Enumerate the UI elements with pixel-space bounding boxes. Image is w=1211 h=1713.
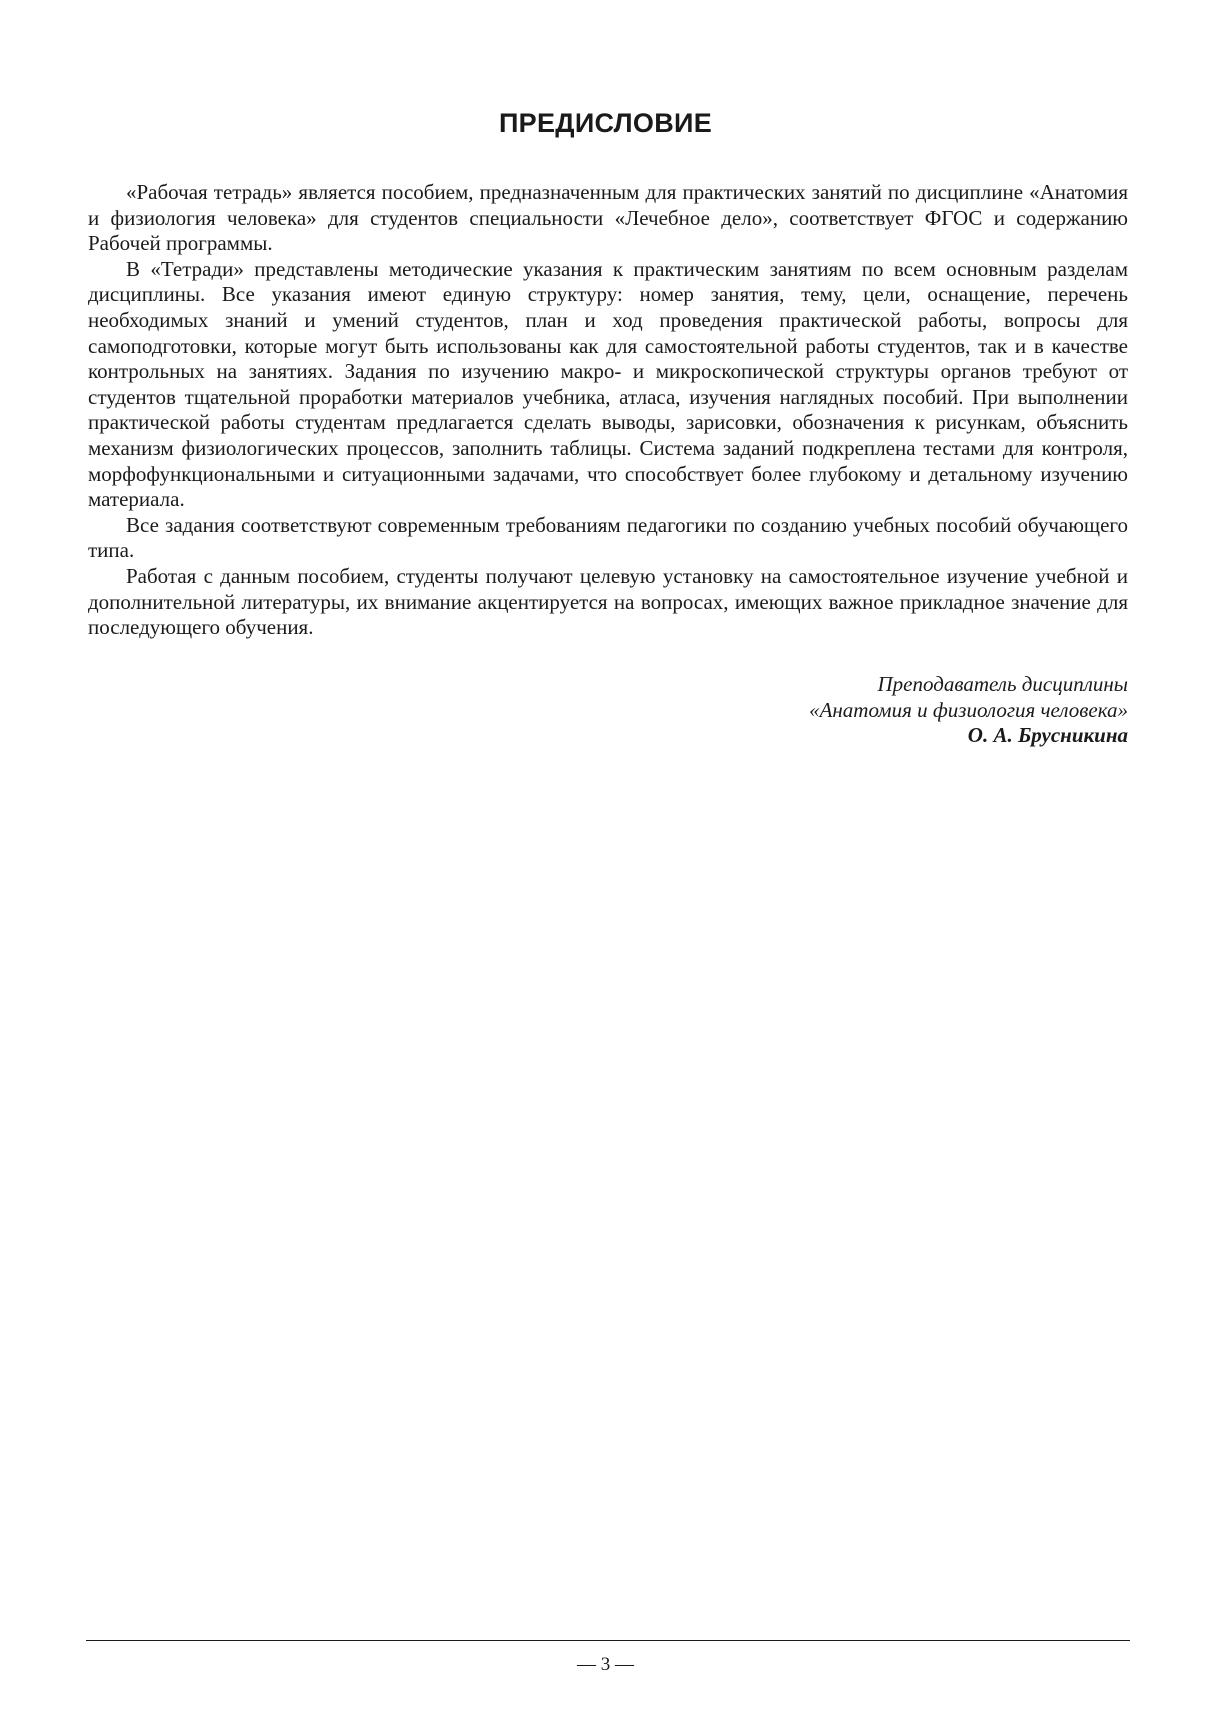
signature-position: Преподаватель дисциплины [877, 672, 1128, 696]
paragraph-1: «Рабочая тетрадь» является пособием, предназначенным для практических занятий по дисциплине «Анатомия и физиология человека» для студентов специальности «Лечебное дело», соответствует ФГОС и содержанию Рабочей программы. [88, 180, 1128, 256]
signature-discipline: «Анатомия и физиология человека» [809, 697, 1128, 722]
signature-author-name: О. А. Брусникина [967, 723, 1128, 748]
preface-body [88, 180, 1128, 641]
paragraph-4: Работая с данным пособием, студенты получают целевую установку на самостоятельное изучение учебной и дополнительной литературы, их внимание акцентируется на вопросах, имеющих важное прикладное значение для последующего обучения. [88, 563, 1128, 640]
page-title: ПРЕДИСЛОВИЕ [498, 108, 713, 138]
footer-divider [86, 1640, 1130, 1641]
paragraph-2: В «Тетради» представлены методические указания к практическим занятиям по всем основным разделам дисциплины. Все указания имеют единую структуру: номер занятия, тему, цели, оснащение, перечень необходимых знаний и умений студентов, план и ход проведения практической работы, вопросы для самоподготовки, которые могут быть использованы как для самостоятельной работы студентов, так и в качестве контрольных на занятиях. Задания по изучению макро- и микроскопической структуры органов требуют от студентов тщательной проработки материалов учебника, атласа, изучения наглядных пособий. При выполнении практической работы студентам предлагается сделать выводы, зарисовки, обозначения к рисункам, объяснить механизм физиологических процессов, заполнить таблицы. Система заданий подкреплена тестами для контроля, морфофункциональными и ситуационными задачами, что способствует более глубокому и детальному изучению материала. [88, 256, 1128, 512]
signature-block [588, 672, 1128, 749]
page-number: — 3 — [577, 1654, 634, 1675]
paragraph-3: Все задания соответствуют современным требованиям педагогики по созданию учебных пособий обучающего типа. [88, 512, 1128, 563]
